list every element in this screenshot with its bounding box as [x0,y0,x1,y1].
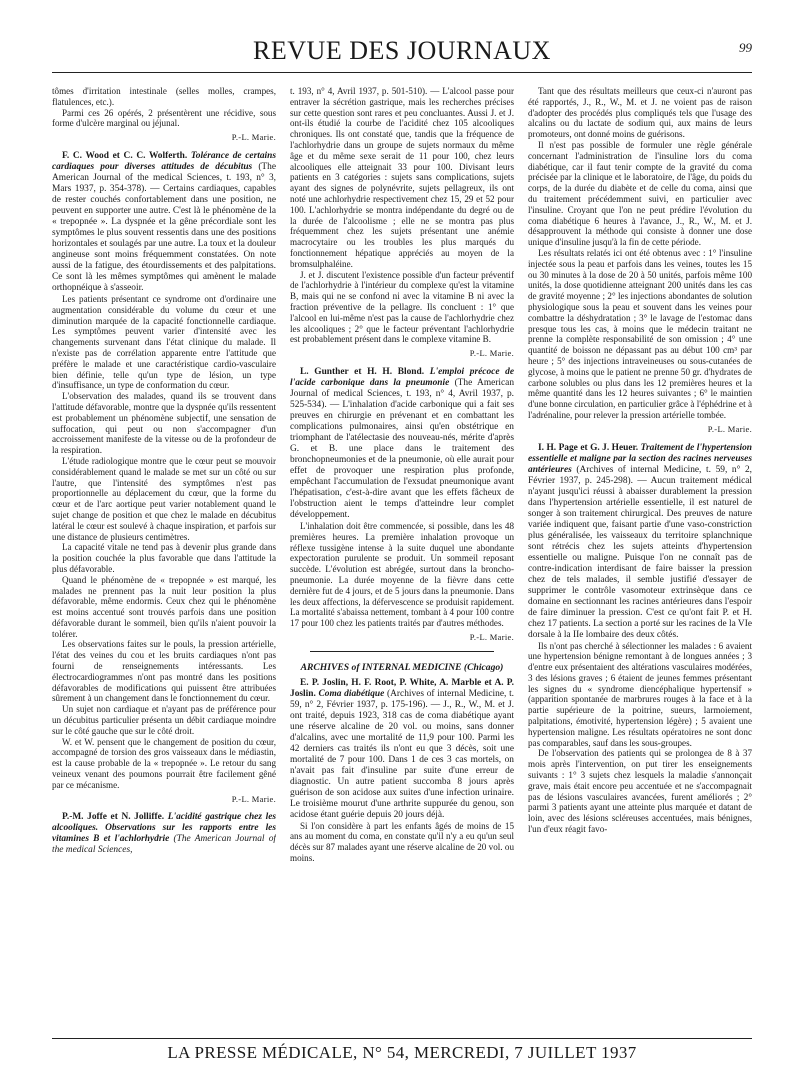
article-heading [528,443,752,641]
article-heading [52,151,276,294]
paragraph: Parmi ces 26 opérés, 2 présentèrent une récidive, sous forme d'ulcère marginal ou jéjunal. [52,107,276,129]
article-reference: (The American Journal of the medical Sciences, t. 193, n° 3, Mars 1937, p. 354-378). — Certains cardiaques, capables de rester couchés confortablement dans une position, ne peuvent en supporter une autre. C'est là le phénomène de la « trepopnée ». La dyspnée et la gêne précordiale sont les symptômes le plus souvent ressentis dans une des positions horizontales et soulagés par une autre. La toux et la douleur angineuse sont moins fréquemment constatées. On note aussi de la fatigue, des étourdissements et des palpitations. Ce sont là les mêmes symptômes qui amènent le malade orthopnéique à s'asseoir. [52,161,276,293]
article-reference: (The American Journal of the medical Sciences, [52,834,276,856]
article-heading [290,678,514,821]
paragraph: Quand le phénomène de « trepopnée » est marqué, les malades ne prennent pas la nuit leur position la plus défavorable, même endormis. Ceux chez qui le phénomène est moins accentué sont trouvés parfois dans une position défavorable durant le sommeil, bien qu'ils n'aient pouvoir la tolérer. [52,574,276,639]
article-title: Traitement de l'hypertension essentielle et maligne par la section des racines nerveuses antérieures [528,442,752,475]
author-signature: P.-L. Marie. [231,132,276,143]
article-heading [52,812,276,856]
section-divider [310,651,494,652]
author-signature: P.-L. Marie. [469,631,514,642]
paragraph: Ils n'ont pas cherché à sélectionner les malades : 6 avaient une hypertension bénigne remontant à de longues années ; 3 d'entre eux présentaient des altérations vasculaires modérées, 3 des lésions graves ; 6 étaient de jeunes femmes présentant les signes du « syndrome diencéphalique hypertensif » (apparition spontanée de marbrures rouges à la face et à la partie supérieure de la poitrine, sueurs, larmoiement, palpitations, émotivité, hypertension légère) ; 5 avaient une hypertension maligne. Les résultats opératoires ne sont donc pas comparables, sauf dans les sous-groupes. [528,640,752,748]
article-reference: (Archives of internal Medicine, t. 59, n° 2, Février 1937, p. 245-298). — Aucun traitement médical n'ayant jusqu'ici réussi à abaisser durablement la pression dans l'hypertension artérielle essentielle, il est naturel de songer à son traitement chirurgical. Des preuves de nature variée indiquent que, faisant partie d'une vaso-constriction plus généralisée, les vaisseaux du territoire splanchnique sont rétrécis chez les sujets atteints d'hypertension essentielle ou maligne. Puisque l'on ne connaît pas de contre-indication interdisant de faire baisser la pression chez de tels malades, il semble justifié d'essayer de supprimer le contrôle vasomoteur extrinsèque dans ce domaine en sectionnant les racines antérieures dans l'espoir de faire diminuer la pression. C'est ce qu'ont fait P. et H. chez 17 patients. La section a porté sur les racines de la VIe dorsale à la IIe lombaire des deux côtés. [528,464,752,640]
article-authors: L. Gunther et H. H. Blond. [300,366,425,377]
column-3 [528,86,752,1034]
page-number: 99 [739,40,752,55]
article-title: Tolérance de certains cardiaques pour diverses attitudes de décubitus [52,150,276,172]
article-columns [52,86,752,1034]
paragraph: Il n'est pas possible de formuler une règle générale concernant l'administration de l'insuline lors du coma diabétique, car il faut tenir compte de la gravité du coma précisée par la clinique et le laboratoire, de l'âge, du poids du corps, de la durée du diabète et de celle du coma, ainsi que du traitement précédemment suivi, en particulier avec l'insuline. Croyant que l'on ne peut prédire l'évolution du coma diabétique 6 heures à l'avance, J., R., W., M. et J. désapprouvent la méthode qui consiste à donner une dose unique d'insuline jusqu'à la fin de cette période. [528,139,752,248]
paragraph: Tant que des résultats meilleurs que ceux-ci n'auront pas été rapportés, J., R., W., M. et J. ne voient pas de raison d'adopter des procédés plus compliqués tels que l'usage des alcalins ou du lactate de sodium qui, aux mains de leurs promoteurs, ont donné moins de guérisons. [528,86,752,140]
article-reference: (Archives of internal Medicine, t. 59, n° 2, Février 1937, p. 175-196). — J., R., W., M. et J. ont traité, depuis 1923, 318 cas de coma diabétique ayant une réserve alcaline de 20 vol. ou moins, sans donner d'alcalins, avec une mortalité de 11,9 pour 100. Parmi les 42 derniers cas traités ils n'ont eu que 3 décès, soit une mortalité de 7 pour 100. Dans 1 de ces 3 cas mortels, on n'avait pas fait d'insuline par suite d'une erreur de diagnostic. Un autre patient succomba 8 jours après guérison de son acidose aux suites d'une infection urinaire. Le troisième mourut d'une arthrite suppurée du genou, son acidose étant guérie depuis 20 jours déjà. [290,688,514,820]
author-signature: P.-L. Marie. [231,793,276,804]
paragraph: Si l'on considère à part les enfants âgés de moins de 15 ans au moment du coma, en constate qu'il n'y a eu qu'un seul décès sur 87 malades ayant une réserve alcaline de 20 vol. ou moins. [290,820,514,864]
column-2 [290,86,514,1034]
article-authors: F. C. Wood et C. C. Wolferth. [62,150,188,161]
paragraph: La capacité vitale ne tend pas à devenir plus grande dans la position couchée la plus favorable que dans l'attitude la plus défavorable. [52,542,276,574]
running-footer: LA PRESSE MÉDICALE, N° 54, MERCREDI, 7 JUILLET 1937 [52,1038,752,1063]
article-heading [290,367,514,521]
article-title: Coma diabétique [318,688,385,699]
journal-section-heading: ARCHIVES of INTERNAL MEDICINE (Chicago) [300,661,504,673]
paragraph: L'inhalation doit être commencée, si possible, dans les 48 premières heures. La première inhalation provoque un réflexe tussigène intense à la suite duquel une abondante expectoration purulente se produit. Un sommeil reposant succède. L'évolution est abrégée, surtout dans la broncho-pneumonie. La durée moyenne de la fièvre dans cette dernière fut de 4 jours, et de 5 jours dans la pneumonie. Dans les deux affections, la défervescence se produisit rapidement. La mortalité s'abaissa nettement, tombant à 4 pour 100 contre 17 pour 100 chez les patients traités par d'autres méthodes. [290,520,514,629]
paragraph: L'observation des malades, quand ils se trouvent dans l'attitude défavorable, montre que la dyspnée qu'ils ressentent est probablement un phénomène subjectif, une sensation de suffocation, qui peut ou non s'accompagner d'un accroissement manifeste de la vitesse ou de la profondeur de la respiration. [52,391,276,456]
article-authors: E. P. Joslin, H. F. Root, P. White, A. Marble et A. P. Joslin. [290,677,514,699]
article-title: L'acidité gastrique chez les alcooliques. Observations sur les rapports entre les vitamines B et l'achlorhydrie [52,812,276,845]
running-header [52,34,752,73]
paragraph: L'étude radiologique montre que le cœur peut se mouvoir considérablement quand le malade se met sur un côté ou sur l'autre, que l'intensité des symptômes n'est pas proportionnelle au déplacement du cœur, que la forme du cœur et de l'arc aortique peut varier notablement quand le sujet change de position et que chez le malade en décubitus latéral le cœur est soulevé à chaque inspiration, et parfois sur une distance de plusieurs centimètres. [52,455,276,542]
column-1 [52,86,276,1034]
paragraph: J. et J. discutent l'existence possible d'un facteur préventif de l'achlorhydrie à l'intérieur du complexe qu'est la vitamine B, mais qui ne se confond ni avec la vitamine B ni avec la fraction préventive de la pellagre. Ils concluent : 1° que l'alcool en lui-même n'est pas la cause de l'achlorhydrie chez les alcooliques ; 2° que le facteur préventant l'achlorhydrie est probablement présent dans le complexe vitamine B. [290,269,514,345]
author-signature: P.-L. Marie. [707,423,752,434]
article-title: L'emploi précoce de l'acide carbonique dans la pneumonie [290,366,514,388]
article-reference: (The American Journal of medical Sciences, t. 193, n° 4, Avril 1937, p. 525-534). — L'inhalation d'acide carbonique qui a fait ses preuves en chirurgie en prévenant et en combattant les complications pulmonaires, ainsi qu'en obstétrique en triomphant de l'atélectasie des nouveau-nés, mérite d'après G. et B. une place dans le traitement des bronchopneumonies et de la pneumonie, où elle aurait pour effet de provoquer une respiration plus profonde, empêchant l'accumulation de l'exsudat pneumonique avant l'hépatisation, c'est-à-dire avant que les effets fâcheux de l'obstruction aient le temps d'atteindre leur complet développement. [290,377,514,520]
article-authors: P.-M. Joffe et N. Jolliffe. [62,812,165,823]
paragraph: Les observations faites sur le pouls, la pression artérielle, l'état des veines du cou et les bruits cardiaques n'ont pas fourni de renseignements intéressants. Les électrocardiogrammes n'ont pas montré dans les positions défavorables de modifications qui puissent être attribuées sûrement à un changement dans le fonctionnement du cœur. [52,639,276,704]
paragraph: De l'observation des patients qui se prolongea de 8 à 37 mois après l'intervention, on put tirer les enseignements suivants : 1° 3 sujets chez lesquels la maladie s'annonçait grave, mais était encore peu accentuée et ne s'accompagnait pas de lésions vasculaires avancées, furent améliorés ; 2° parmi 3 patients ayant une atteinte plus marquée et datant de loin, avec des lésions scléreuses accentuées, mais bénignes, l'un d'eux réagit favo- [528,748,752,835]
paragraph: W. et W. pensent que le changement de position du cœur, accompagné de torsion des gros vaisseaux dans le médiastin, est la cause probable de la « trepopnée ». Le retour du sang veineux venant des poumons pourrait être facilement gêné par ce mécanisme. [52,736,276,790]
paragraph: Les résultats relatés ici ont été obtenus avec : 1° l'insuline injectée sous la peau et parfois dans les veines, toutes les 15 ou 30 minutes à la dose de 20 à 50 unités, parfois même 100 unités, la dose quotidienne atteignant 200 unités dans les cas de gravité moyenne ; 2° les injections abondantes de solution physiologique sous la peau et souvent dans les veines pour combattre la déshydratation ; 3° le lavage de l'estomac dans presque tous les cas, à moins que le médecin traitant ne prenne la complète responsabilité de son omission ; 4° une quantité de boisson ne dépassant pas au début 100 cm³ par heure ; 5° des injections intraveineuses ou sous-cutanées de glycose, à moins que le patient ne prenne 50 gr. d'hydrates de carbone solubles ou plus dans les 12 premières heures et la même quantité dans les 12 heures suivantes ; 6° le maintien d'une bonne circulation, en particulier grâce à l'éphédrine et à l'adrénaline, pour relever la pression artérielle tombée. [528,247,752,420]
paragraph: t. 193, n° 4, Avril 1937, p. 501-510). — L'alcool passe pour entraver la sécrétion gastrique, mais les recherches précises sur cette question sont rares et peu concluantes. Aussi J. et J. ont-ils étudié la courbe de l'acidité chez 105 alcooliques chroniques. Ils ont constaté que, tandis que la fréquence de l'achlorhydrie dans un groupe de sujets normaux du même âge et du même sexe serait de 11 pour 100, chez leurs alcooliques elle atteignait 33 pour 100. Divisant leurs patients en 3 catégories : sujets sans complications, sujets ayant des signes de polynévrite, sujets pellagreux, ils ont noté une achlorhydrie respectivement chez 15, 29 et 52 pour 100. L'achlorhydrie se montra indépendante du degré ou de la durée de l'alcoolisme ; elle ne se montra pas plus fréquemment chez les sujets présentant une anémie macrocytaire ou les troubles les plus marqués du fonctionnement hépatique appréciés au moyen de la bromsulphaléine. [290,86,514,269]
author-signature: P.-L. Marie. [469,348,514,359]
paragraph: Les patients présentant ce syndrome ont d'ordinaire une augmentation considérable du volume du cœur et une diminution marquée de la capacité fonctionnelle cardiaque. Les symptômes peuvent varier d'intensité avec les changements survenant dans l'état clinique du malade. Il n'existe pas de corrélation apparente entre l'attitude que préfère le malade et une caractéristique cardio-vasculaire bien définie, telle qu'un type de lésion, un type d'insuffisance, un type de conformation du cœur. [52,293,276,391]
article-authors: I. H. Page et G. J. Heuer. [538,442,639,453]
journal-section-title: REVUE DES JOURNAUX [253,36,551,65]
paragraph: tômes d'irritation intestinale (selles molles, crampes, flatulences, etc.). [52,86,276,107]
paragraph: Un sujet non cardiaque et n'ayant pas de préférence pour un décubitus particulier présenta un débit cardiaque moindre sur le côté gauche que sur le côté droit. [52,704,276,736]
